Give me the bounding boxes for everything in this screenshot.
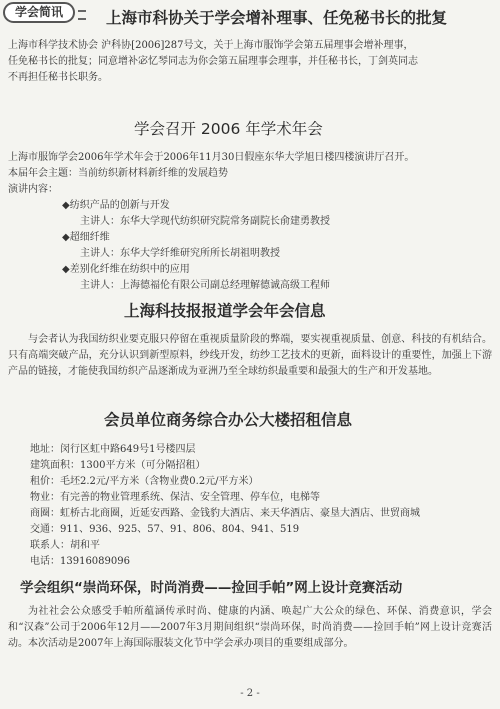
article3-title: 上海科技报报道学会年会信息 <box>124 302 326 320</box>
talk-topic <box>62 262 190 278</box>
talk-topic-text: 超细纤维 <box>69 232 110 243</box>
talk-topic-text: 纺织产品的创新与开发 <box>69 200 170 211</box>
talk-speaker: 主讲人：东华大学纤维研究所所长胡祖明教授 <box>80 248 280 259</box>
article2-intro-line: 演讲内容： <box>8 184 58 195</box>
article1-title: 上海市科协关于学会增补理事、任免秘书长的批复 <box>106 9 448 27</box>
article5-title: 学会组织“崇尚环保，时尚消费——捡回手帕”网上设计竞赛活动 <box>20 580 403 596</box>
article2-intro-line: 上海市服饰学会2006年学术年会于2006年11月30日假座东华大学旭日楼四楼演讲厅召开。 <box>8 152 415 163</box>
article3-body: 与会者认为我国纺织业要克服只停留在重视质量阶段的弊端，要实视重视质量、创意、科技的有机结合。只有高端突破产品，充分认识到新型原料，纱线开发，纺纱工艺技术的更新，面料设计的重要性，加强上下游产品的链接，才能使我国纺织产品逐渐成为亚洲乃至全球纺织最重要和最强大的生产和开发基地。 <box>8 334 492 377</box>
rental-transport: 交通：911、936、925、57、91、806、804、941、519 <box>30 524 300 535</box>
talk-speaker: 主讲人：上海德福伦有限公司副总经理解德诚高级工程师 <box>80 280 330 291</box>
talk-topic <box>62 230 110 246</box>
article4-title: 会员单位商务综合办公大楼招租信息 <box>104 411 353 429</box>
rental-phone: 电话：13916089096 <box>30 556 130 567</box>
article1-line: 不再担任秘书长职务。 <box>8 72 108 83</box>
rental-address: 地址：闵行区虹中路649号1号楼四层 <box>30 444 196 455</box>
article2-intro-line: 本届年会主题：当前纺织新材料新纤维的发展趋势 <box>8 168 228 179</box>
diamond-bullet-icon: ◆ <box>62 200 70 211</box>
rental-contact: 联系人：胡和平 <box>30 540 100 551</box>
decorative-bars-icon <box>78 10 86 20</box>
article5-body: 为社社会公众感受手帕所蕴涵传承时尚、健康的内涵、唤起广大公众的绿色、环保、消费意识，学会和“汉森”公司于2006年12月——2007年3月期间组织“崇尚环保，时尚消费——捡回手帕”网上设计竞赛活动。本次活动是2007年上海国际服装文化节中学会承办项目的重要组成部分。 <box>8 606 492 649</box>
rental-business-district: 商圈：虹桥古北商圈，近延安西路、金钱豹大酒店、来天华酒店、豪垦大酒店、世贸商城 <box>30 508 420 519</box>
talk-topic-text: 差别化纤维在纺织中的应用 <box>69 264 190 275</box>
talk-speaker: 主讲人：东华大学现代纺织研究院常务副院长俞建勇教授 <box>80 216 330 227</box>
rental-area: 建筑面积：1300平方米（可分隔招租） <box>30 460 206 471</box>
article2-title: 学会召开 2006 年学术年会 <box>134 120 323 138</box>
section-badge: 学会简讯 <box>3 2 75 23</box>
article1-line: 上海市科学技术协会 沪科协[2006]287号文，关于上海市服饰学会第五届理事会增补理事， <box>8 40 414 51</box>
diamond-bullet-icon: ◆ <box>62 232 70 243</box>
article1-line: 任免秘书长的批复；同意增补宓忆琴同志为你会第五届理事会理事，并任秘书长，丁剑英同志 <box>8 56 418 67</box>
rental-property: 物业：有完善的物业管理系统、保洁、安全管理、停车位，电梯等 <box>30 492 320 503</box>
page-number: - 2 - <box>240 688 260 699</box>
rental-price: 租价：毛坯2.2元/平方米（含物业费0.2元/平方米） <box>30 476 259 487</box>
talk-topic <box>62 198 170 214</box>
diamond-bullet-icon: ◆ <box>62 264 70 275</box>
